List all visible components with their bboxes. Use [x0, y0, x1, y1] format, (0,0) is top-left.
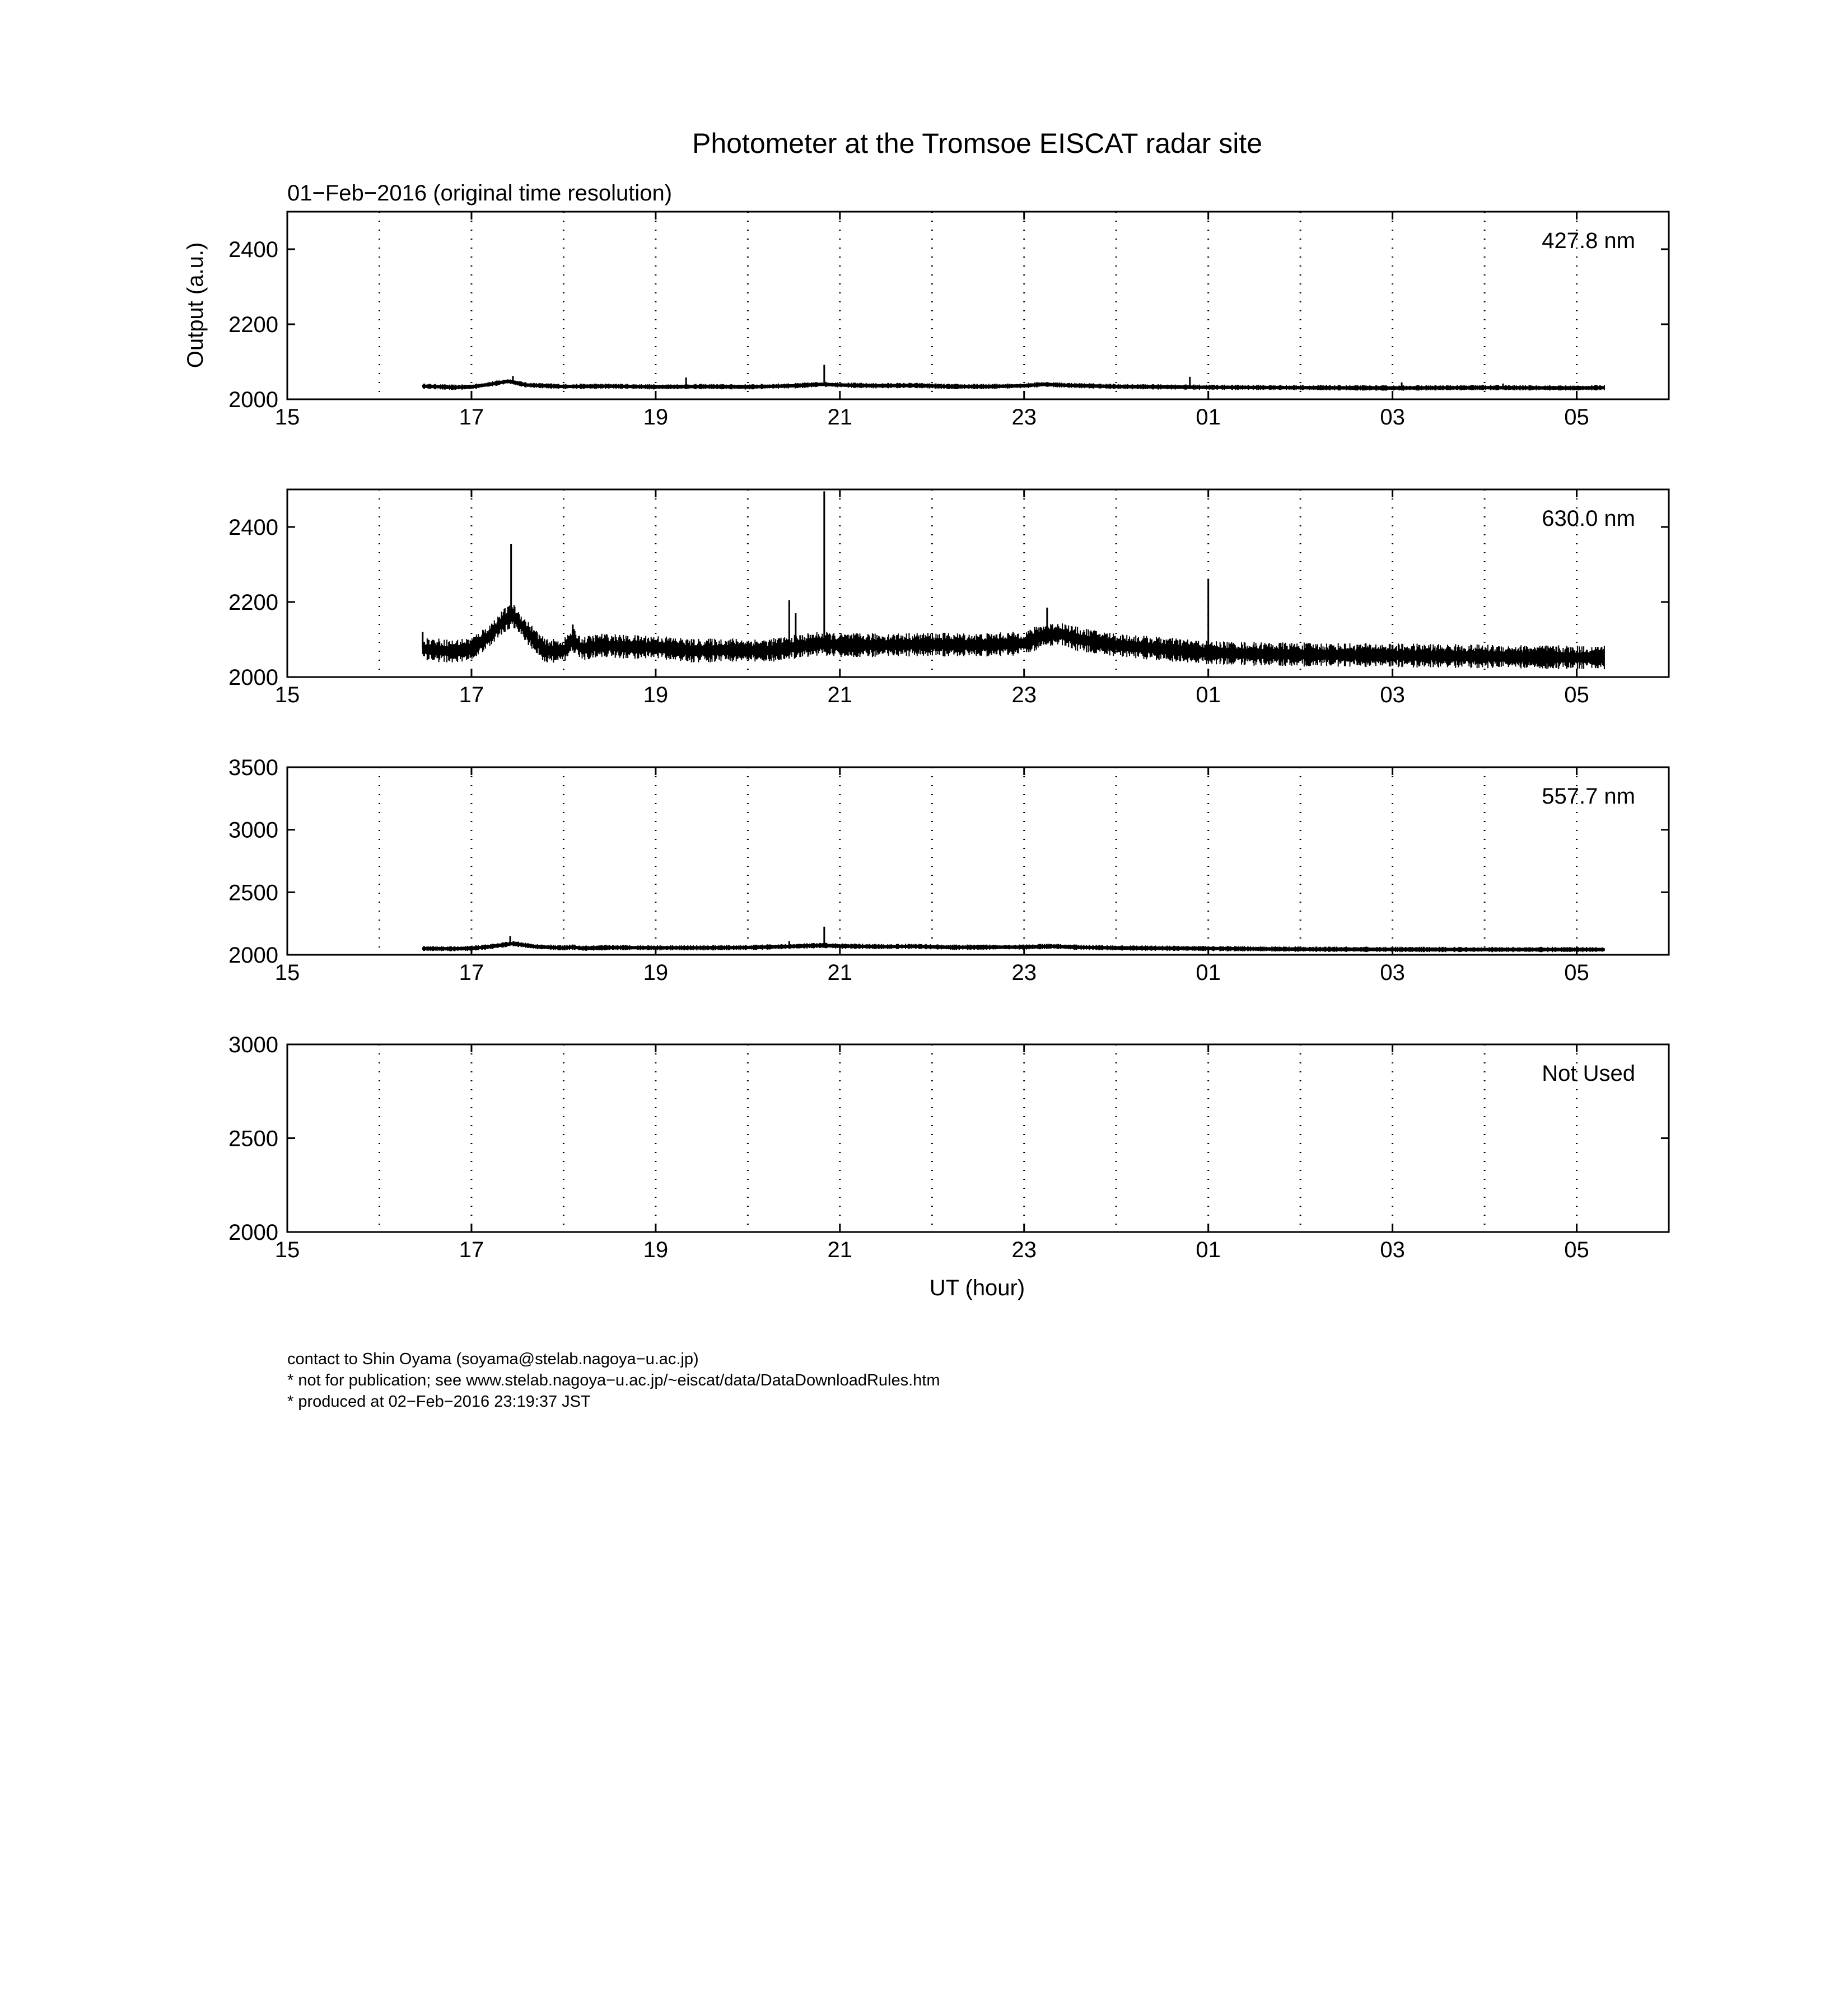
x-tick-label: 03 — [1380, 960, 1405, 985]
x-tick-label: 01 — [1196, 683, 1221, 707]
panel-label: 630.0 nm — [1542, 506, 1635, 531]
x-tick-label: 19 — [643, 683, 669, 707]
x-tick-label: 17 — [459, 683, 484, 707]
plot-frame — [287, 212, 1669, 399]
x-tick-label: 21 — [827, 960, 853, 985]
plot-frame — [287, 767, 1669, 955]
y-tick-label: 2000 — [228, 388, 278, 412]
panel-label: 427.8 nm — [1542, 228, 1635, 253]
x-tick-label: 17 — [459, 1238, 484, 1262]
x-tick-label: 23 — [1011, 683, 1037, 707]
x-tick-label: 05 — [1564, 960, 1589, 985]
panel-4 — [228, 1033, 1669, 1262]
y-tick-label: 3500 — [228, 755, 278, 780]
y-tick-label: 2400 — [228, 237, 278, 262]
y-tick-label: 2500 — [228, 1126, 278, 1151]
x-tick-label: 05 — [1564, 405, 1589, 430]
x-tick-label: 23 — [1011, 405, 1037, 430]
panel-label: Not Used — [1542, 1061, 1635, 1086]
x-tick-label: 19 — [643, 405, 669, 430]
chart-subtitle: 01−Feb−2016 (original time resolution) — [287, 181, 673, 206]
x-tick-label: 01 — [1196, 405, 1221, 430]
produced-timestamp: * produced at 02−Feb−2016 23:19:37 JST — [287, 1393, 591, 1411]
contact-line: contact to Shin Oyama (soyama@stelab.nagoya−u.ac.jp) — [287, 1350, 699, 1368]
y-tick-label: 2000 — [228, 943, 278, 968]
y-tick-label: 2200 — [228, 312, 278, 337]
x-tick-label: 21 — [827, 683, 853, 707]
panel-label: 557.7 nm — [1542, 784, 1635, 809]
chart-title: Photometer at the Tromsoe EISCAT radar site — [692, 128, 1263, 159]
x-tick-label: 15 — [274, 405, 300, 430]
x-tick-label: 17 — [459, 960, 484, 985]
x-tick-label: 15 — [274, 683, 300, 707]
x-tick-label: 19 — [643, 1238, 669, 1262]
x-tick-label: 23 — [1011, 960, 1037, 985]
series-noise — [423, 605, 1604, 669]
x-tick-label: 03 — [1380, 683, 1405, 707]
x-tick-label: 15 — [274, 1238, 300, 1262]
panel-3 — [228, 755, 1669, 985]
footer-notes — [287, 1348, 940, 1412]
x-tick-label: 19 — [643, 960, 669, 985]
publication-notice: * not for publication; see www.stelab.nagoya−u.ac.jp/~eiscat/data/DataDownloadRules.htm — [287, 1371, 940, 1389]
x-tick-label: 01 — [1196, 1238, 1221, 1262]
y-tick-label: 2400 — [228, 515, 278, 540]
x-tick-label: 17 — [459, 405, 484, 430]
x-axis-label: UT (hour) — [929, 1276, 1025, 1300]
x-tick-label: 03 — [1380, 1238, 1405, 1262]
y-tick-label: 2500 — [228, 880, 278, 906]
panel-2 — [228, 489, 1669, 707]
y-tick-label: 3000 — [228, 818, 278, 843]
x-tick-label: 21 — [827, 1238, 853, 1262]
x-tick-label: 21 — [827, 405, 853, 430]
x-tick-label: 05 — [1564, 683, 1589, 707]
chart-panels — [228, 212, 1669, 1262]
plot-frame — [287, 1044, 1669, 1232]
x-tick-label: 05 — [1564, 1238, 1589, 1262]
y-tick-label: 2000 — [228, 1220, 278, 1245]
panel-1 — [228, 212, 1669, 430]
x-tick-label: 23 — [1011, 1238, 1037, 1262]
y-tick-label: 2000 — [228, 665, 278, 690]
y-tick-label: 3000 — [228, 1033, 278, 1057]
series-line — [423, 381, 1604, 388]
y-axis-label: Output (a.u.) — [183, 242, 208, 368]
x-tick-label: 03 — [1380, 405, 1405, 430]
series-line — [423, 944, 1604, 950]
x-tick-label: 15 — [274, 960, 300, 985]
y-tick-label: 2200 — [228, 590, 278, 615]
x-tick-label: 01 — [1196, 960, 1221, 985]
